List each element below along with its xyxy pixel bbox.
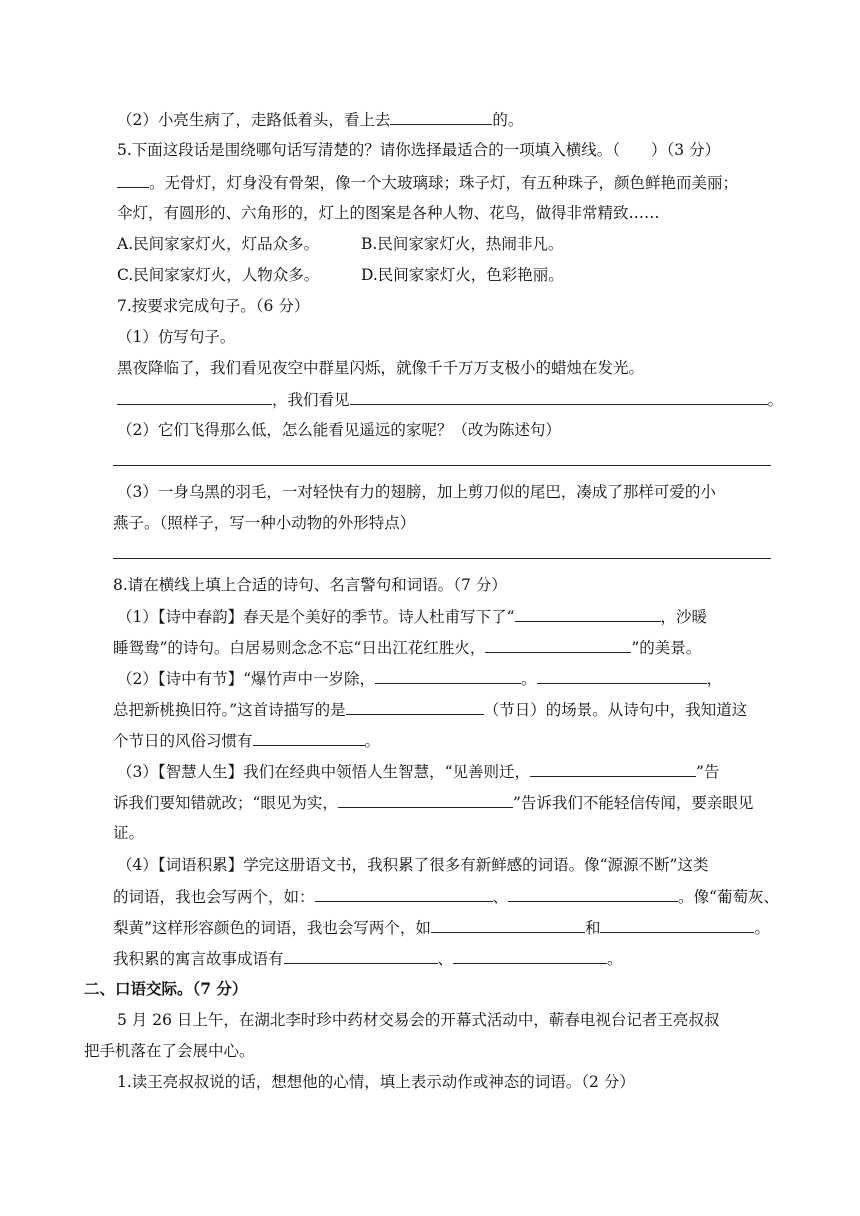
answer-rule[interactable]: [113, 558, 771, 559]
question-text: （3）【智慧人生】我们在经典中领悟人生智慧，“见善则迁，: [117, 763, 531, 781]
question-text: ”的美景。: [631, 639, 702, 657]
question-7-part-3: （3）一身乌黑的羽毛，一对轻快有力的翅膀，加上剪刀似的尾巴，凑成了那样可爱的小: [117, 483, 716, 501]
question-text: 。: [767, 391, 784, 409]
q8-part-3-line: [117, 761, 719, 782]
answer-blank[interactable]: [315, 886, 493, 902]
q8-part-2-line: [117, 668, 722, 689]
q8-part-2-line: [113, 730, 380, 751]
option-d[interactable]: D.民间家家灯火，色彩艳丽。: [361, 266, 564, 284]
question-text: 个节日的风俗习惯有: [113, 732, 253, 750]
question-text: 。: [364, 732, 381, 750]
question-text: 睡鸳鸯”的诗句。白居易则念念不忘“日出江花红胜火，: [113, 639, 486, 657]
question-text: （节日）的场景。从诗句中，我知道这: [483, 701, 748, 719]
question-5-prompt: 5.下面这段话是围绕哪句话写清楚的？请你选择最适合的一项填入横线。（ ）（3 分）: [117, 141, 721, 159]
question-text: （1）【诗中春韵】春天是个美好的季节。诗人杜甫写下了“: [117, 608, 515, 626]
q8-part-4-line: （4）【词语积累】学完这册语文书，我积累了很多有新鲜感的词语。像“源源不断”这类: [117, 856, 709, 874]
option-c[interactable]: C.民间家家灯火，人物众多。: [117, 266, 320, 284]
q8-part-1-line: [113, 637, 701, 658]
question-text: 、: [492, 888, 509, 906]
question-text: 、: [437, 950, 454, 968]
question-text: ”告: [696, 763, 720, 781]
question-text: ，我们看见: [272, 391, 350, 409]
q8-part-3-line: [113, 792, 753, 813]
question-7-part-2: （2）它们飞得那么低，怎么能看见遥远的家呢？（改为陈述句）: [117, 421, 561, 439]
question-text: 和: [584, 919, 601, 937]
question-text: 的。: [492, 111, 524, 129]
answer-blank[interactable]: [537, 668, 707, 684]
question-text: 梨黄”这样形容颜色的词语，我也会写两个，如: [113, 919, 431, 937]
question-text: ，: [706, 670, 723, 688]
q8-part-1-line: [117, 606, 707, 627]
answer-blank[interactable]: [431, 917, 585, 933]
q8-part-3-line: 证。: [113, 824, 145, 842]
answer-blank[interactable]: [600, 917, 754, 933]
answer-blank[interactable]: [338, 792, 513, 808]
question-text: 的词语，我也会写两个，如：: [113, 888, 315, 906]
answer-blank[interactable]: [453, 948, 607, 964]
section-2-heading: 二、口语交际。（7 分）: [84, 979, 248, 998]
q8-part-4-line: [113, 917, 770, 938]
section-2-question-1: 1.读王亮叔叔说的话，想想他的心情，填上表示动作或神态的词语。（2 分）: [117, 1073, 635, 1091]
answer-blank[interactable]: [530, 761, 696, 777]
question-text: 总把新桃换旧符。”这首诗描写的是: [113, 701, 346, 719]
answer-blank[interactable]: [390, 109, 492, 125]
question-5-paragraph-line: 伞灯，有圆形的、六角形的，灯上的图案是各种人物、花鸟，做得非常精致……: [117, 204, 660, 222]
answer-rule[interactable]: [113, 465, 771, 466]
answer-blank[interactable]: [346, 699, 484, 715]
section-2-passage: 把手机落在了会展中心。: [84, 1042, 255, 1060]
answer-blank[interactable]: [515, 606, 661, 622]
question-text: 。无骨灯，灯身没有骨架，像一个大玻璃球；珠子灯，有五种珠子，颜色鲜艳而美丽；: [149, 174, 739, 192]
question-8-heading: 8.请在横线上填上合适的诗句、名言警句和词语。（7 分）: [113, 576, 507, 594]
question-text: 诉我们要知错就改；“眼见为实，: [113, 794, 338, 812]
example-sentence: 黑夜降临了，我们看见夜空中群星闪烁，就像千千万万支极小的蜡烛在发光。: [117, 359, 645, 377]
question-sick-liangliang: [117, 109, 523, 130]
q8-part-2-line: [113, 699, 747, 720]
question-text: ，沙暖: [660, 608, 708, 626]
q8-part-4-line: [113, 886, 779, 907]
question-7-part-3-cont: 燕子。（照样子，写一种小动物的外形特点）: [113, 514, 416, 532]
answer-blank[interactable]: [117, 389, 272, 405]
option-b[interactable]: B.民间家家灯火，热闹非凡。: [361, 235, 564, 253]
question-text: ”告诉我们不能轻信传闻，要亲眼见: [512, 794, 754, 812]
imitation-answer-line: [117, 389, 783, 410]
question-text: 。像“葡萄灰、: [678, 888, 779, 906]
answer-blank[interactable]: [508, 886, 678, 902]
answer-blank[interactable]: [375, 668, 521, 684]
section-2-passage: 5 月 26 日上午，在湖北李时珍中药材交易会的开幕式活动中，蕲春电视台记者王亮叔叔: [117, 1011, 720, 1029]
question-text: 。: [607, 950, 623, 968]
answer-blank[interactable]: [117, 172, 149, 188]
question-7-heading: 7.按要求完成句子。（6 分）: [117, 297, 310, 315]
q8-part-4-line: [113, 948, 623, 969]
question-text: 我积累的寓言故事成语有: [113, 950, 284, 968]
answer-blank[interactable]: [253, 730, 365, 746]
answer-blank[interactable]: [350, 389, 768, 405]
option-a[interactable]: A.民间家家灯火，灯品众多。: [117, 235, 320, 253]
question-text: （2）【诗中有节】“爆竹声中一岁除，: [117, 670, 376, 688]
question-7-part-1: （1）仿写句子。: [117, 328, 236, 346]
question-text: 。: [754, 919, 770, 937]
question-text: 。: [521, 670, 537, 688]
answer-blank[interactable]: [284, 948, 438, 964]
question-5-paragraph-line: [117, 172, 738, 193]
question-text: （2）小亮生病了，走路低着头，看上去: [117, 111, 391, 129]
answer-blank[interactable]: [485, 637, 631, 653]
